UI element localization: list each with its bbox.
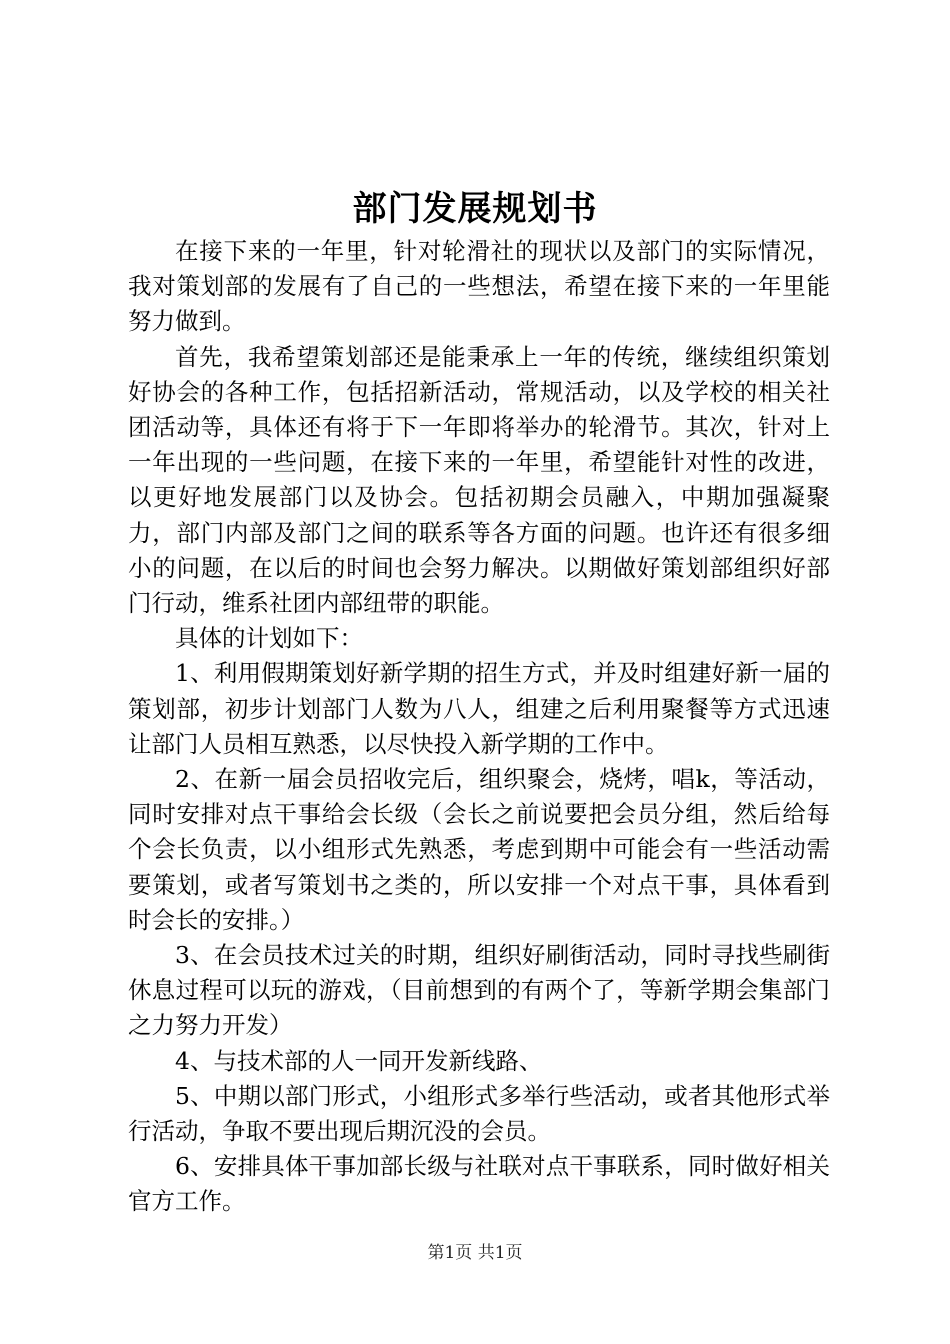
- plan-item-4: 4、与技术部的人一同开发新线路、: [175, 1046, 543, 1075]
- page-number-footer: 第1页 共1页: [427, 1243, 523, 1263]
- document-body: [128, 234, 830, 1220]
- paragraph-intro: 在接下来的一年里，针对轮滑社的现状以及部门的实际情况，我对策划部的发展有了自己的一些想法，希望在接下来的一年里能努力做到。: [128, 237, 830, 336]
- plan-item-2: 2、在新一届会员招收完后，组织聚会，烧烤，唱k，等活动，同时安排对点干事给会长级（会长之前说要把会员分组，然后给每个会长负责，以小组形式先熟悉，考虑到期中可能会有一些活动需要策划，或者写策划书之类的，所以安排一个对点干事，具体看到时会长的安排。）: [128, 765, 830, 934]
- paragraph-plan-heading: 具体的计划如下：: [175, 624, 363, 653]
- plan-item-5: 5、中期以部门形式，小组形式多举行些活动，或者其他形式举行活动，争取不要出现后期沉没的会员。: [128, 1081, 830, 1146]
- document-title: 部门发展规划书: [352, 189, 598, 229]
- plan-item-1: 1、利用假期策划好新学期的招生方式，并及时组建好新一届的策划部，初步计划部门人数为八人，组建之后利用聚餐等方式迅速让部门人员相互熟悉，以尽快投入新学期的工作中。: [128, 659, 830, 758]
- plan-item-6: 6、安排具体干事加部长级与社联对点干事联系，同时做好相关官方工作。: [128, 1152, 830, 1216]
- plan-item-3: 3、在会员技术过关的时期，组织好刷街活动，同时寻找些刷街休息过程可以玩的游戏，（目前想到的有两个了，等新学期会集部门之力努力开发）: [128, 941, 830, 1040]
- paragraph-first: 首先，我希望策划部还是能秉承上一年的传统，继续组织策划好协会的各种工作，包括招新活动，常规活动，以及学校的相关社团活动等，具体还有将于下一年即将举办的轮滑节。其次，针对上一年出现的一些问题，在接下来的一年里，希望能针对性的改进，以更好地发展部门以及协会。包括初期会员融入，中期加强凝聚力，部门内部及部门之间的联系等各方面的问题。也许还有很多细小的问题，在以后的时间也会努力解决。以期做好策划部组织好部门行动，维系社团内部纽带的职能。: [128, 342, 830, 618]
